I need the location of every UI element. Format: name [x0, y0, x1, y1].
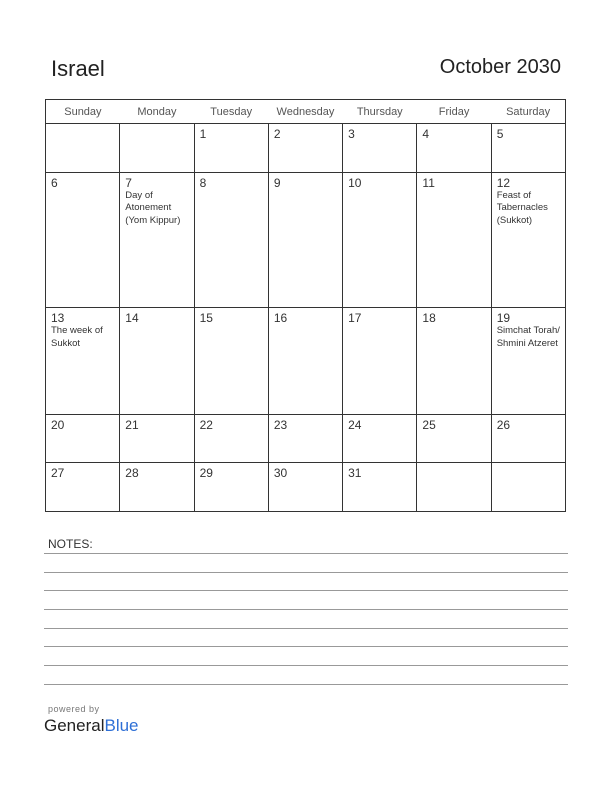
note-line — [44, 646, 568, 647]
day-cell — [491, 124, 565, 173]
day-number: 18 — [422, 311, 436, 326]
day-number: 1 — [199, 127, 207, 141]
note-line — [44, 684, 568, 685]
day-number: 7 — [125, 175, 132, 190]
brand-blue-text: Blue — [104, 716, 139, 735]
week-row — [46, 172, 566, 308]
day-cell — [194, 172, 268, 308]
day-cell — [417, 308, 491, 415]
day-number: 15 — [199, 311, 213, 326]
day-number: 30 — [273, 466, 288, 481]
weekday-sunday: Sunday — [46, 100, 120, 124]
day-number: 23 — [273, 417, 288, 432]
day-number: 16 — [273, 311, 288, 326]
weekday-header-row — [46, 100, 566, 124]
day-cell — [194, 414, 268, 463]
holiday-label: The week of Sukkot — [51, 325, 103, 349]
day-number: 11 — [422, 175, 435, 190]
day-cell — [417, 414, 491, 463]
day-number: 25 — [422, 417, 436, 432]
note-line — [44, 609, 568, 610]
day-number: 5 — [496, 127, 504, 141]
day-number: 4 — [422, 127, 430, 141]
day-cell — [268, 463, 342, 512]
week-row — [46, 124, 566, 173]
holiday-label: Day of Atonement (Yom Kippur) — [125, 189, 181, 226]
day-cell — [46, 414, 120, 463]
day-cell — [120, 308, 194, 415]
week-row — [46, 308, 566, 415]
weekday-thursday: Thursday — [343, 100, 417, 124]
day-number: 14 — [125, 311, 139, 326]
day-cell — [343, 463, 417, 512]
day-cell — [417, 172, 491, 308]
day-cell — [491, 463, 565, 512]
day-number: 24 — [348, 417, 362, 432]
weekday-tuesday: Tuesday — [194, 100, 268, 124]
holiday-label: Feast of Tabernacles (Sukkot) — [496, 189, 548, 226]
brand-general-text: General — [44, 716, 105, 735]
day-cell — [46, 463, 120, 512]
day-cell — [268, 414, 342, 463]
day-cell — [491, 172, 565, 308]
note-line — [44, 553, 568, 554]
day-cell — [194, 463, 268, 512]
day-number: 21 — [125, 417, 139, 432]
day-number: 10 — [348, 175, 362, 190]
holiday-label: Simchat Torah/ Shmini Atzeret — [496, 325, 560, 349]
day-cell — [194, 124, 268, 173]
weekday-saturday: Saturday — [491, 100, 565, 124]
generalblue-logo — [44, 716, 139, 736]
day-cell — [194, 308, 268, 415]
day-cell — [268, 308, 342, 415]
notes-label: NOTES: — [48, 537, 93, 551]
day-number: 20 — [51, 417, 65, 432]
day-number: 29 — [199, 466, 213, 481]
weekday-monday: Monday — [120, 100, 194, 124]
day-number: 27 — [51, 466, 65, 481]
day-cell — [46, 124, 120, 173]
day-number: 9 — [273, 175, 281, 190]
day-cell — [120, 463, 194, 512]
country-title: Israel — [51, 56, 105, 81]
day-cell — [120, 414, 194, 463]
month-year-title: October 2030 — [439, 56, 561, 78]
day-cell — [417, 124, 491, 173]
day-cell — [268, 172, 342, 308]
day-cell — [120, 124, 194, 173]
day-cell — [343, 414, 417, 463]
note-line — [44, 665, 568, 666]
weekday-friday: Friday — [417, 100, 491, 124]
powered-by-text: powered by — [48, 704, 100, 714]
note-line — [44, 590, 568, 591]
day-number: 17 — [348, 311, 362, 326]
day-cell — [46, 308, 120, 415]
note-line — [44, 572, 568, 573]
day-number: 19 — [496, 311, 511, 326]
day-cell — [268, 124, 342, 173]
day-number: 12 — [496, 175, 511, 190]
day-cell — [46, 172, 120, 308]
calendar-grid — [45, 99, 566, 512]
day-number: 3 — [348, 127, 355, 141]
week-row — [46, 414, 566, 463]
day-cell — [120, 172, 194, 308]
day-number: 26 — [496, 417, 511, 432]
day-number: 6 — [51, 175, 58, 190]
week-row — [46, 463, 566, 512]
day-cell — [491, 414, 565, 463]
day-cell — [343, 308, 417, 415]
day-number: 8 — [199, 175, 207, 190]
day-cell — [491, 308, 565, 415]
day-number: 22 — [199, 417, 213, 432]
day-cell — [343, 124, 417, 173]
note-line — [44, 628, 568, 629]
day-cell — [417, 463, 491, 512]
day-number: 28 — [125, 466, 139, 481]
day-number: 31 — [348, 466, 362, 481]
day-number: 2 — [273, 127, 281, 141]
day-cell — [343, 172, 417, 308]
weekday-wednesday: Wednesday — [268, 100, 342, 124]
day-number: 13 — [51, 311, 65, 326]
